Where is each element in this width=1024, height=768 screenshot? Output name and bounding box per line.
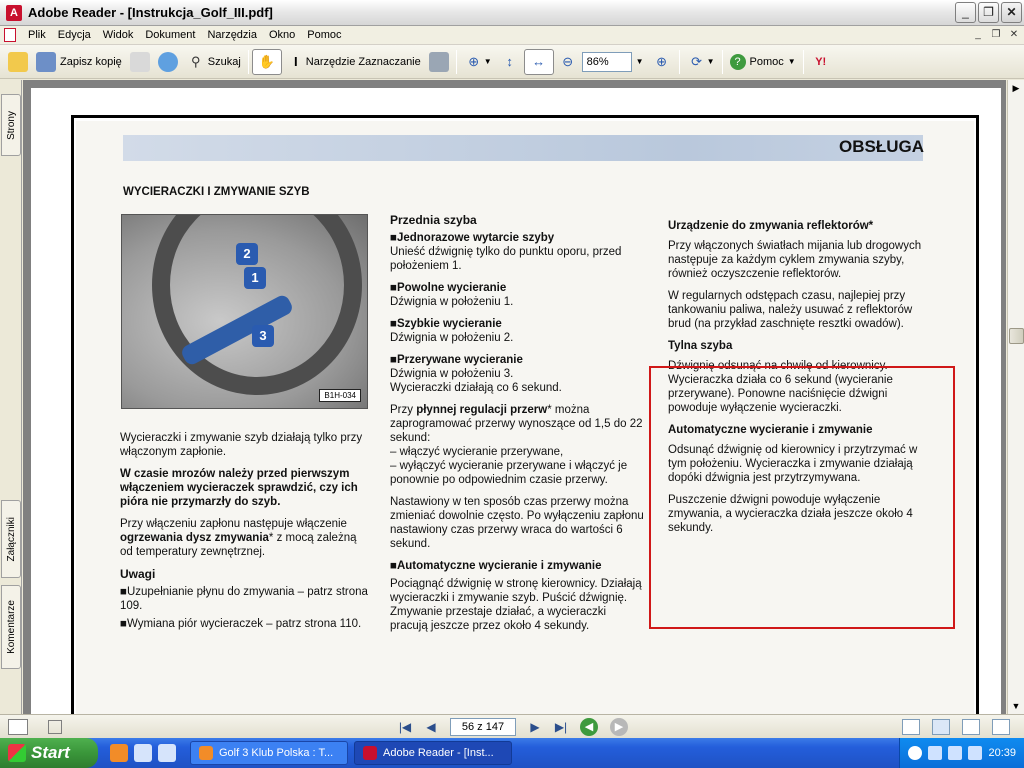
scroll-thumb[interactable] [1009,328,1024,344]
text-span: Przy włączeniu zapłonu następuje włączenie [120,518,347,530]
wiper-lever-photo [121,214,368,409]
zoom-input[interactable] [582,52,632,72]
text-span-bold: ogrzewania dysz zmywania [120,532,269,544]
position-number: 3 [252,325,274,347]
rotate-button[interactable] [683,49,719,75]
paragraph [120,517,372,559]
text-span: Przy [390,404,417,416]
email-button[interactable] [154,49,182,75]
save-copy-button[interactable] [32,49,126,75]
toolbar-separator [722,50,723,74]
navigation-panel [0,80,22,714]
save-icon [36,52,56,72]
system-tray [899,738,1024,768]
yahoo-button[interactable] [807,49,835,75]
volume-icon[interactable] [968,746,982,760]
windows-logo-icon [8,744,26,762]
toolbar-separator [456,50,457,74]
steering-wheel-shape [152,214,362,395]
paragraph: Dźwignia w położeniu 3. [390,368,514,380]
status-bar [0,714,1024,738]
chevron-down-icon: ▼ [706,57,715,66]
taskbar-button-firefox[interactable] [190,741,348,765]
subheading: ■ Szybkie wycieranie [390,317,646,331]
text-span: * można zaprogramować przerwy wynoszące od 1,5 do 22 sekund: [390,404,643,444]
chevron-down-icon: ▼ [483,57,492,66]
chevron-down-icon: ▼ [787,57,796,66]
paragraph [390,403,646,445]
minus-circle-icon: ⊖ [562,53,574,69]
paragraph: Pociągnąć dźwignię w stronę kierownicy. Działają wycieraczki i zmywanie szyb. Puścić dźwignię. Zmywanie przestaje działać, a wycieraczki pracują jeszcze przez około 4 sekundy. [390,578,642,632]
paragraph: Odsunąć dźwignię od kierownicy i przytrzymać w tym położeniu. Wycieraczka i zmywanie działają dopóki dźwignia jest przytrzymywana. [668,444,918,484]
subheading: Przednia szyba [390,213,477,227]
start-label: Start [31,743,70,762]
section-title: WYCIERACZKI I ZMYWANIE SZYB [123,186,310,198]
help-icon: ? [730,54,746,70]
tray-icon[interactable] [948,746,962,760]
scroll-up-arrow[interactable]: ▶ [1012,83,1020,93]
chevron-down-icon: ▼ [635,57,644,66]
zoom-tool-button[interactable] [460,49,496,75]
taskbar [0,738,1024,768]
adobe-reader-icon: A [6,5,22,21]
toolbar-separator [803,50,804,74]
text-span: * z mocą zależną od temperatury zewnętrznej. [120,532,357,558]
task-label: Adobe Reader - [Inst... [383,747,494,759]
restore-button[interactable]: ❐ [978,2,999,23]
camera-icon [429,52,449,72]
fit-height-icon: ↕ [506,53,513,69]
paragraph: Dźwignię odsunąć na chwilę od kierownicy. Wycieraczka działa co 6 sekund (wycieranie przerywane). Ponowne naciśnięcie dźwigni powoduje wyłączenie wycieraczki. [668,360,893,414]
adobe-reader-icon [363,746,377,760]
note-item: ■ Uzupełnianie płynu do zmywania – patrz strona 109. [120,585,372,613]
continuous-facing-layout-button[interactable] [992,719,1010,735]
clock[interactable]: 20:39 [988,747,1016,759]
list-item: – włączyć wycieranie przerywane, [390,446,564,458]
menu-bar [0,26,1024,45]
paragraph: Wycieraczki i zmywanie szyb działają tylko przy włączonym zapłonie. [120,432,363,458]
toolbar-separator [679,50,680,74]
show-desktop-icon[interactable] [158,744,176,762]
page-options-icon[interactable] [48,720,62,734]
fit-height-button[interactable] [496,49,524,75]
task-label: Golf 3 Klub Polska : T... [219,747,334,759]
binoculars-icon: ⚲ [191,53,201,69]
paragraph: Wycieraczki działają co 6 sekund. [390,382,562,394]
tab-comments-label: Komentarze [5,600,17,654]
subheading: Urządzenie do zmywania reflektorów* [668,220,874,232]
paragraph: Puszczenie dźwigni powoduje wyłączenie zmywania, a wycieraczka działa jeszcze około 4 sekundy. [668,494,913,534]
fit-width-button[interactable] [524,49,554,75]
next-page-button[interactable]: ▶ [530,719,540,734]
doc-restore-button[interactable]: ❐ [991,28,1001,40]
title-bar [0,0,1024,26]
continuous-layout-button[interactable] [932,719,950,735]
firefox-icon [199,746,213,760]
tab-pages-label: Strony [5,110,17,140]
select-tool-label: Narzędzie Zaznaczanie [305,55,421,68]
column-left [120,431,372,639]
paragraph: Przy włączonych światłach mijania lub drogowych następuje za każdym cyklem zmywania szyby, również oczyszczenie reflektorów. [668,240,922,280]
position-number: 2 [236,243,258,265]
toolbar [0,45,1024,79]
paragraph: Dźwignia w położeniu 1. [390,296,514,308]
subheading: ■ Jednorazowe wytarcie szyby [390,231,646,245]
minimize-button[interactable]: _ [955,2,976,23]
firefox-quicklaunch-icon[interactable] [110,744,128,762]
subheading: Automatyczne wycieranie i zmywanie [668,424,873,436]
window-title: Adobe Reader - [Instrukcja_Golf_III.pdf] [28,5,273,20]
tab-attachments-label: Załączniki [5,516,17,562]
subheading: Tylna szyba [668,340,733,352]
globe-mail-icon [158,52,178,72]
text-span-bold: płynnej regulacji przerw [416,404,548,416]
go-forward-button[interactable]: ▶ [610,718,628,736]
menu-document[interactable]: Dokument [145,29,196,41]
pdf-page [31,88,1001,714]
note-item: ■ Wymiana piór wycieraczek – patrz strona 110. [120,617,372,631]
start-button[interactable] [0,738,98,768]
column-middle [390,213,646,641]
photo-code: B1H-034 [319,389,361,402]
menu-help[interactable]: Pomoc [307,29,342,41]
tab-comments[interactable] [1,585,21,669]
document-viewport[interactable] [23,80,1006,714]
page-thumbnail-icon[interactable] [8,719,28,735]
scanned-page-image [76,121,974,714]
zoom-in-button[interactable] [648,49,676,75]
menu-window[interactable]: Okno [269,29,296,41]
subheading: ■ Automatyczne wycieranie i zmywanie [390,559,646,573]
select-tool-button[interactable] [282,49,425,75]
vertical-scrollbar[interactable] [1007,80,1024,714]
menu-tools[interactable]: Narzędzia [207,29,257,41]
single-page-layout-button[interactable] [902,719,920,735]
tray-icon[interactable] [928,746,942,760]
tab-attachments[interactable] [1,500,21,578]
paragraph: Dźwignia w położeniu 2. [390,332,514,344]
scroll-down-arrow[interactable]: ▼ [1011,701,1021,711]
printer-icon [130,52,150,72]
toolbar-separator [248,50,249,74]
zoom-dropdown[interactable] [632,49,648,75]
text-cursor-icon: I [293,53,298,69]
first-page-button[interactable]: |◀ [398,719,412,734]
list-item: – wyłączyć wycieranie przerywane i włączyć je ponownie po odpowiednim czasie przerwy. [390,460,628,486]
facing-layout-button[interactable] [962,719,980,735]
print-button[interactable] [126,49,154,75]
page-header: OBSŁUGA [839,137,924,156]
paragraph: Nastawiony w ten sposób czas przerwy można zmieniać dowolnie często. Po wyłączeniu zapłonu nastawiony czas przerwy wraca do wartości 6 sekund. [390,496,644,550]
paragraph: Unieść dźwignię tylko do punktu oporu, przed położeniem 1. [390,246,622,272]
paragraph-bold: W czasie mrozów należy przed pierwszym włączeniem wycieraczek sprawdzić, czy ich pióra nie przymarzły do szyb. [120,468,358,508]
paragraph: W regularnych odstępach czasu, najlepiej przy tankowaniu paliwa, należy usuwać z reflektorów brud (na przykład zaschnięte resztki owadów). [668,290,913,330]
help-button[interactable] [726,49,800,75]
folder-icon [8,52,28,72]
fit-width-icon: ↔ [532,53,546,69]
close-button[interactable]: ✕ [1001,2,1022,23]
tab-pages[interactable] [1,94,21,156]
plus-circle-icon: ⊕ [656,53,668,69]
highlight-box [649,366,955,629]
document-icon[interactable] [4,28,16,42]
search-label: Szukaj [207,55,241,68]
taskbar-button-adobe-reader[interactable] [354,741,512,765]
rotate-icon: ⟳ [691,53,703,69]
subheading: ■ Powolne wycieranie [390,281,646,295]
help-label: Pomoc [749,55,784,68]
page-frame [71,115,979,714]
snapshot-button[interactable] [425,49,453,75]
magnifier-icon: ⊕ [468,53,480,69]
subheading: ■ Przerywane wycieranie [390,353,646,367]
tray-expand-icon[interactable] [908,746,922,760]
page-number-field[interactable]: 56 z 147 [450,718,516,736]
hand-icon: ✋ [258,53,275,69]
explorer-quicklaunch-icon[interactable] [134,744,152,762]
go-back-button[interactable]: ◀ [580,718,598,736]
menu-file[interactable]: Plik [28,29,46,41]
doc-close-button[interactable]: ✕ [1009,28,1019,40]
doc-minimize-button[interactable]: _ [975,28,981,40]
position-number: 1 [244,267,266,289]
search-button[interactable] [182,49,245,75]
save-copy-label: Zapisz kopię [60,55,122,68]
menu-view[interactable]: Widok [102,29,134,41]
menu-edit[interactable]: Edycja [57,29,91,41]
previous-page-button[interactable]: ◀ [426,719,436,734]
notes-heading: Uwagi [120,567,156,581]
open-button[interactable] [4,49,32,75]
yahoo-icon: Y! [815,55,827,68]
last-page-button[interactable]: ▶| [554,719,568,734]
hand-tool-button[interactable] [252,49,282,75]
header-band [123,135,923,161]
zoom-out-button[interactable] [554,49,582,75]
